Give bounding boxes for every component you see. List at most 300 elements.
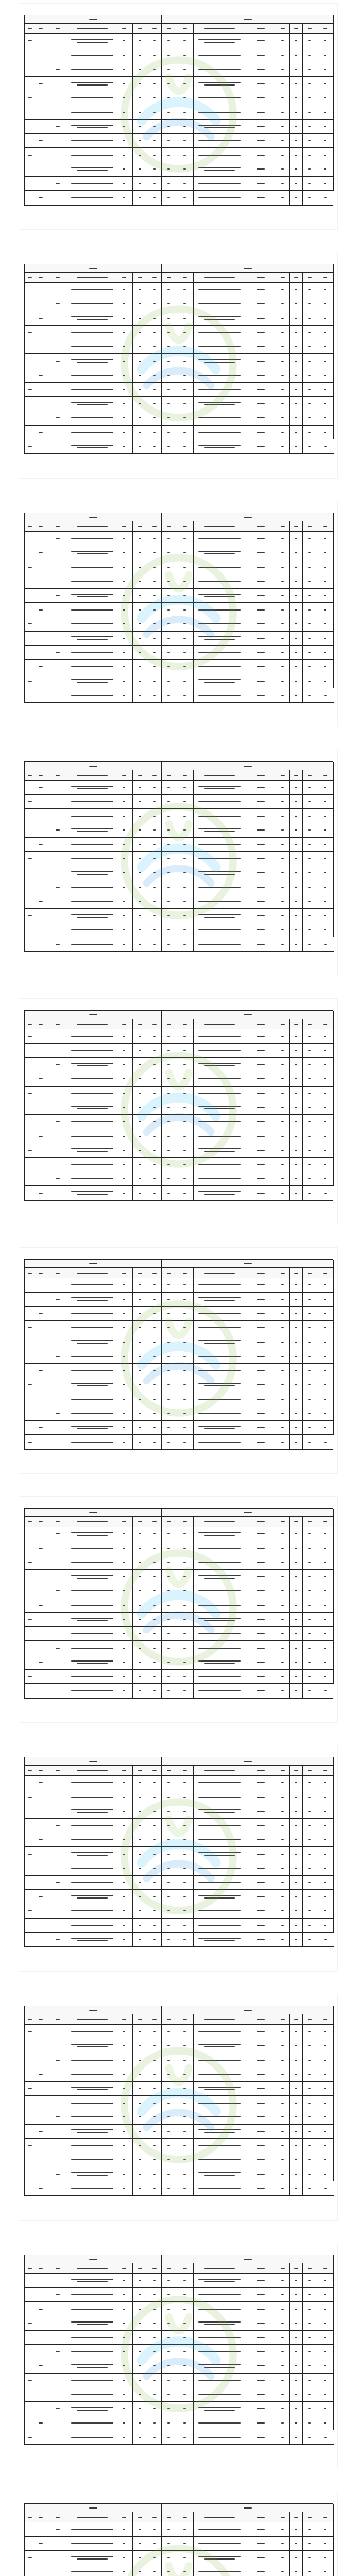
table-cell [69, 1335, 115, 1350]
text-placeholder [244, 1512, 252, 1513]
table-cell [316, 546, 334, 561]
table-cell [25, 2082, 35, 2096]
table-cell [316, 1641, 334, 1655]
text-placeholder [281, 2517, 285, 2518]
text-placeholder [77, 1024, 108, 1025]
table-cell [25, 1627, 35, 1641]
table-cell [115, 2416, 133, 2431]
table-cell [176, 1321, 194, 1335]
text-placeholder [89, 2507, 97, 2509]
table-cell [69, 1378, 115, 1393]
table-cell [69, 560, 115, 574]
text-placeholder [89, 766, 97, 767]
table-cell [290, 1541, 303, 1556]
table-cell [276, 411, 290, 426]
table-cell [276, 1804, 290, 1819]
table-cell [276, 546, 290, 561]
table-header-cell [133, 1766, 147, 1776]
table-cell [290, 1129, 303, 1144]
table-cell [194, 162, 245, 177]
table-cell [147, 1072, 162, 1087]
table-header-cell [147, 521, 162, 532]
table-header-cell [162, 24, 176, 34]
table-cell [46, 1100, 69, 1115]
table-cell [69, 2167, 115, 2182]
table-cell [194, 532, 245, 546]
table-cell [162, 532, 176, 546]
table-cell [276, 1435, 290, 1449]
table-cell [133, 2402, 147, 2416]
table-cell [115, 2025, 133, 2039]
table-cell [245, 1555, 276, 1570]
table-cell [46, 340, 69, 354]
table-cell [303, 411, 316, 426]
table-cell [290, 1804, 303, 1819]
table-header-cell [303, 2512, 316, 2522]
table-cell [115, 1670, 133, 1684]
table-cell [69, 297, 115, 312]
table-cell [162, 1293, 176, 1307]
table-cell [25, 1143, 35, 1158]
table-cell [46, 1833, 69, 1848]
text-placeholder [323, 526, 327, 527]
table-header-cell [316, 1268, 334, 1278]
table-cell [147, 823, 162, 838]
table-cell [290, 2167, 303, 2182]
table-cell [290, 426, 303, 440]
table-cell [245, 2053, 276, 2067]
table-cell [303, 311, 316, 326]
table-cell [290, 852, 303, 866]
table-cell [303, 1847, 316, 1861]
table-cell [69, 2359, 115, 2374]
text-placeholder [167, 1770, 171, 1771]
table-cell [35, 283, 46, 297]
text-placeholder [152, 1024, 157, 1025]
table-cell [46, 48, 69, 63]
table-cell [194, 2039, 245, 2054]
table-cell [115, 923, 133, 938]
table-cell [147, 177, 162, 191]
table-cell [245, 1655, 276, 1670]
table-cell [162, 1933, 176, 1947]
table-cell [303, 781, 316, 795]
table-cell [69, 397, 115, 411]
text-placeholder [122, 2019, 126, 2020]
text-placeholder [308, 775, 312, 776]
table-header-cell [133, 1019, 147, 1029]
table-header-cell [46, 24, 69, 34]
table-cell [162, 1143, 176, 1158]
table-cell [162, 2082, 176, 2096]
table-cell [176, 2331, 194, 2345]
table-cell [115, 340, 133, 354]
table-cell [69, 674, 115, 689]
table-cell [69, 2125, 115, 2139]
table-cell [194, 2565, 245, 2576]
table-cell [115, 2288, 133, 2302]
table-cell [176, 546, 194, 561]
table-cell [303, 1833, 316, 1848]
table-cell [133, 2153, 147, 2167]
table-header-cell [147, 1019, 162, 1029]
table-header-cell [35, 1019, 46, 1029]
text-placeholder [308, 1024, 312, 1025]
text-placeholder [56, 28, 60, 29]
text-placeholder [323, 1521, 327, 1522]
table-cell [46, 589, 69, 603]
table-cell [133, 674, 147, 689]
table-cell [245, 120, 276, 134]
table-cell [25, 1670, 35, 1684]
table-cell [25, 311, 35, 326]
table-cell [147, 1307, 162, 1321]
table-cell [276, 2430, 290, 2445]
table-cell [133, 383, 147, 397]
table-cell [147, 1186, 162, 1200]
table-cell [25, 1392, 35, 1406]
table-cell [290, 2345, 303, 2359]
table-cell [133, 2110, 147, 2125]
table-header-cell [46, 1517, 69, 1527]
table-cell [133, 1029, 147, 1044]
table-header-group-left [25, 2504, 162, 2512]
table-cell [303, 2387, 316, 2402]
table-cell [176, 1158, 194, 1172]
table-cell [245, 894, 276, 909]
table-header-group-left [25, 1260, 162, 1268]
table-cell [162, 1364, 176, 1378]
table-cell [147, 532, 162, 546]
text-placeholder [294, 2268, 298, 2269]
table-cell [35, 866, 46, 880]
table-cell [46, 368, 69, 383]
table-cell [46, 1804, 69, 1819]
table-cell [69, 1541, 115, 1556]
table-cell [25, 62, 35, 77]
table-cell [69, 1641, 115, 1655]
table-cell [245, 674, 276, 689]
table-cell [35, 674, 46, 689]
table-cell [245, 1790, 276, 1805]
table-cell [290, 2053, 303, 2067]
table-cell [316, 2039, 334, 2054]
table-cell [115, 880, 133, 895]
table-cell [35, 1307, 46, 1321]
table-cell [115, 1555, 133, 1570]
document-page [19, 1994, 338, 2221]
text-placeholder [77, 28, 108, 29]
table-cell [245, 660, 276, 674]
table-header-cell [290, 1517, 303, 1527]
table-cell [194, 1421, 245, 1435]
table-cell [35, 1392, 46, 1406]
table-cell [176, 439, 194, 454]
table-cell [46, 2522, 69, 2537]
table-cell [276, 2153, 290, 2167]
text-placeholder [138, 2517, 142, 2518]
table-cell [194, 439, 245, 454]
table-cell [46, 674, 69, 689]
table-cell [147, 1278, 162, 1293]
table-cell [194, 2139, 245, 2153]
table-cell [147, 2316, 162, 2331]
table-cell [147, 105, 162, 120]
table-cell [147, 1584, 162, 1599]
table-cell [290, 880, 303, 895]
table-cell [194, 1527, 245, 1541]
table-header-cell [35, 24, 46, 34]
table-cell [35, 2416, 46, 2431]
table-cell [69, 2316, 115, 2331]
table-cell [25, 426, 35, 440]
table-cell [276, 1670, 290, 1684]
table-cell [316, 283, 334, 297]
text-placeholder [244, 19, 252, 20]
table-header-cell [276, 1268, 290, 1278]
table-cell [147, 2082, 162, 2096]
table-cell [194, 354, 245, 368]
table-cell [162, 426, 176, 440]
table-cell [290, 2387, 303, 2402]
table-cell [147, 1143, 162, 1158]
table-cell [69, 311, 115, 326]
table-cell [25, 880, 35, 895]
document-page [19, 750, 338, 976]
table-cell [115, 809, 133, 823]
table-cell [194, 1776, 245, 1790]
table-cell [147, 1115, 162, 1129]
table-cell [290, 1378, 303, 1393]
text-placeholder [294, 277, 298, 278]
table-cell [245, 1349, 276, 1364]
table-cell [25, 866, 35, 880]
table-cell [46, 2053, 69, 2067]
table-cell [276, 603, 290, 617]
data-table [24, 1508, 333, 1699]
table-cell [115, 2302, 133, 2316]
text-placeholder [257, 277, 265, 278]
table-cell [290, 923, 303, 938]
table-cell [176, 1335, 194, 1350]
table-cell [35, 2537, 46, 2551]
table-cell [303, 62, 316, 77]
table-cell [194, 1904, 245, 1919]
table-cell [115, 674, 133, 689]
table-cell [133, 1804, 147, 1819]
table-cell [245, 1278, 276, 1293]
table-cell [35, 1527, 46, 1541]
table-cell [69, 426, 115, 440]
table-cell [194, 1293, 245, 1307]
table-cell [276, 560, 290, 574]
table-cell [316, 852, 334, 866]
table-cell [176, 1919, 194, 1933]
table-cell [162, 1087, 176, 1101]
table-cell [303, 894, 316, 909]
table-cell [303, 1421, 316, 1435]
table-cell [25, 1641, 35, 1655]
table-cell [276, 1143, 290, 1158]
table-cell [176, 2345, 194, 2359]
table-cell [69, 2139, 115, 2153]
text-placeholder [56, 2268, 60, 2269]
table-cell [162, 646, 176, 660]
table-cell [115, 2402, 133, 2416]
text-placeholder [138, 2019, 142, 2020]
table-cell [276, 105, 290, 120]
table-cell [115, 1776, 133, 1790]
table-cell [316, 426, 334, 440]
table-cell [194, 894, 245, 909]
table-cell [69, 880, 115, 895]
text-placeholder [308, 2268, 312, 2269]
table-cell [147, 439, 162, 454]
table-cell [69, 105, 115, 120]
table-cell [176, 2430, 194, 2445]
table-header-cell [303, 2014, 316, 2025]
table-cell [35, 1129, 46, 1144]
text-placeholder [294, 1273, 298, 1274]
table-cell [176, 162, 194, 177]
table-cell [46, 2039, 69, 2054]
table-cell [194, 91, 245, 106]
table-cell [25, 1876, 35, 1890]
table-cell [162, 1670, 176, 1684]
table-cell [133, 1890, 147, 1904]
table-cell [276, 354, 290, 368]
table-cell [115, 1143, 133, 1158]
table-cell [133, 1158, 147, 1172]
table-cell [147, 1933, 162, 1947]
table-cell [115, 1684, 133, 1698]
table-cell [194, 1833, 245, 1848]
text-placeholder [39, 2019, 43, 2020]
table-cell [133, 1684, 147, 1698]
document-page [19, 252, 338, 479]
table-cell [115, 1029, 133, 1044]
table-cell [35, 632, 46, 646]
table-cell [133, 311, 147, 326]
table-cell [316, 1904, 334, 1919]
table-cell [290, 340, 303, 354]
table-cell [25, 326, 35, 340]
table-cell [303, 2316, 316, 2331]
table-cell [25, 1378, 35, 1393]
table-cell [316, 2302, 334, 2316]
table-cell [245, 574, 276, 589]
table-cell [69, 1627, 115, 1641]
table-cell [162, 1655, 176, 1670]
table-cell [115, 1598, 133, 1613]
table-header-cell [147, 2512, 162, 2522]
table-cell [35, 1172, 46, 1187]
table-cell [35, 2331, 46, 2345]
table-cell [276, 880, 290, 895]
table-cell [147, 2551, 162, 2565]
text-placeholder [257, 775, 265, 776]
text-placeholder [323, 1024, 327, 1025]
table-cell [133, 1555, 147, 1570]
table-cell [303, 134, 316, 148]
table-cell [316, 2402, 334, 2416]
data-table [24, 1757, 333, 1947]
table-cell [290, 589, 303, 603]
table-cell [46, 1293, 69, 1307]
table-cell [290, 1904, 303, 1919]
table-header-cell [46, 273, 69, 283]
table-cell [69, 1100, 115, 1115]
table-cell [276, 1029, 290, 1044]
table-cell [290, 1584, 303, 1599]
table-cell [176, 632, 194, 646]
table-cell [194, 546, 245, 561]
table-header-group-right [162, 1757, 334, 1766]
table-cell [115, 1087, 133, 1101]
table-cell [46, 148, 69, 162]
table-cell [69, 1058, 115, 1072]
text-placeholder [56, 2517, 60, 2518]
table-cell [133, 795, 147, 809]
table-cell [162, 632, 176, 646]
table-cell [69, 1421, 115, 1435]
table-cell [147, 1790, 162, 1805]
table-header-cell [194, 521, 245, 532]
table-cell [194, 297, 245, 312]
table-cell [276, 77, 290, 91]
table-cell [147, 2096, 162, 2110]
table-cell [147, 1087, 162, 1101]
table-header-cell [176, 521, 194, 532]
table-cell [290, 1186, 303, 1200]
table-cell [176, 1087, 194, 1101]
table-header-group-right [162, 762, 334, 770]
table-cell [46, 439, 69, 454]
table-cell [194, 2181, 245, 2196]
table-cell [245, 148, 276, 162]
table-header-cell [25, 24, 35, 34]
table-cell [69, 34, 115, 48]
table-cell [69, 2551, 115, 2565]
table-cell [69, 1044, 115, 1058]
table-cell [69, 2053, 115, 2067]
table-cell [69, 177, 115, 191]
table-cell [176, 1776, 194, 1790]
table-cell [276, 838, 290, 852]
table-cell [25, 397, 35, 411]
text-placeholder [122, 775, 126, 776]
table-cell [162, 1876, 176, 1890]
table-cell [115, 1641, 133, 1655]
table-cell [25, 105, 35, 120]
table-cell [133, 1876, 147, 1890]
data-table [24, 2503, 333, 2576]
table-cell [69, 1186, 115, 1200]
table-cell [303, 1919, 316, 1933]
table-cell [35, 1776, 46, 1790]
text-placeholder [77, 1521, 108, 1522]
table-cell [46, 1570, 69, 1584]
table-cell [316, 1861, 334, 1876]
table-cell [245, 589, 276, 603]
text-placeholder [204, 2517, 235, 2518]
table-cell [316, 2053, 334, 2067]
text-placeholder [28, 277, 32, 278]
table-cell [133, 1655, 147, 1670]
table-cell [69, 2274, 115, 2288]
table-cell [25, 809, 35, 823]
table-cell [35, 2181, 46, 2196]
